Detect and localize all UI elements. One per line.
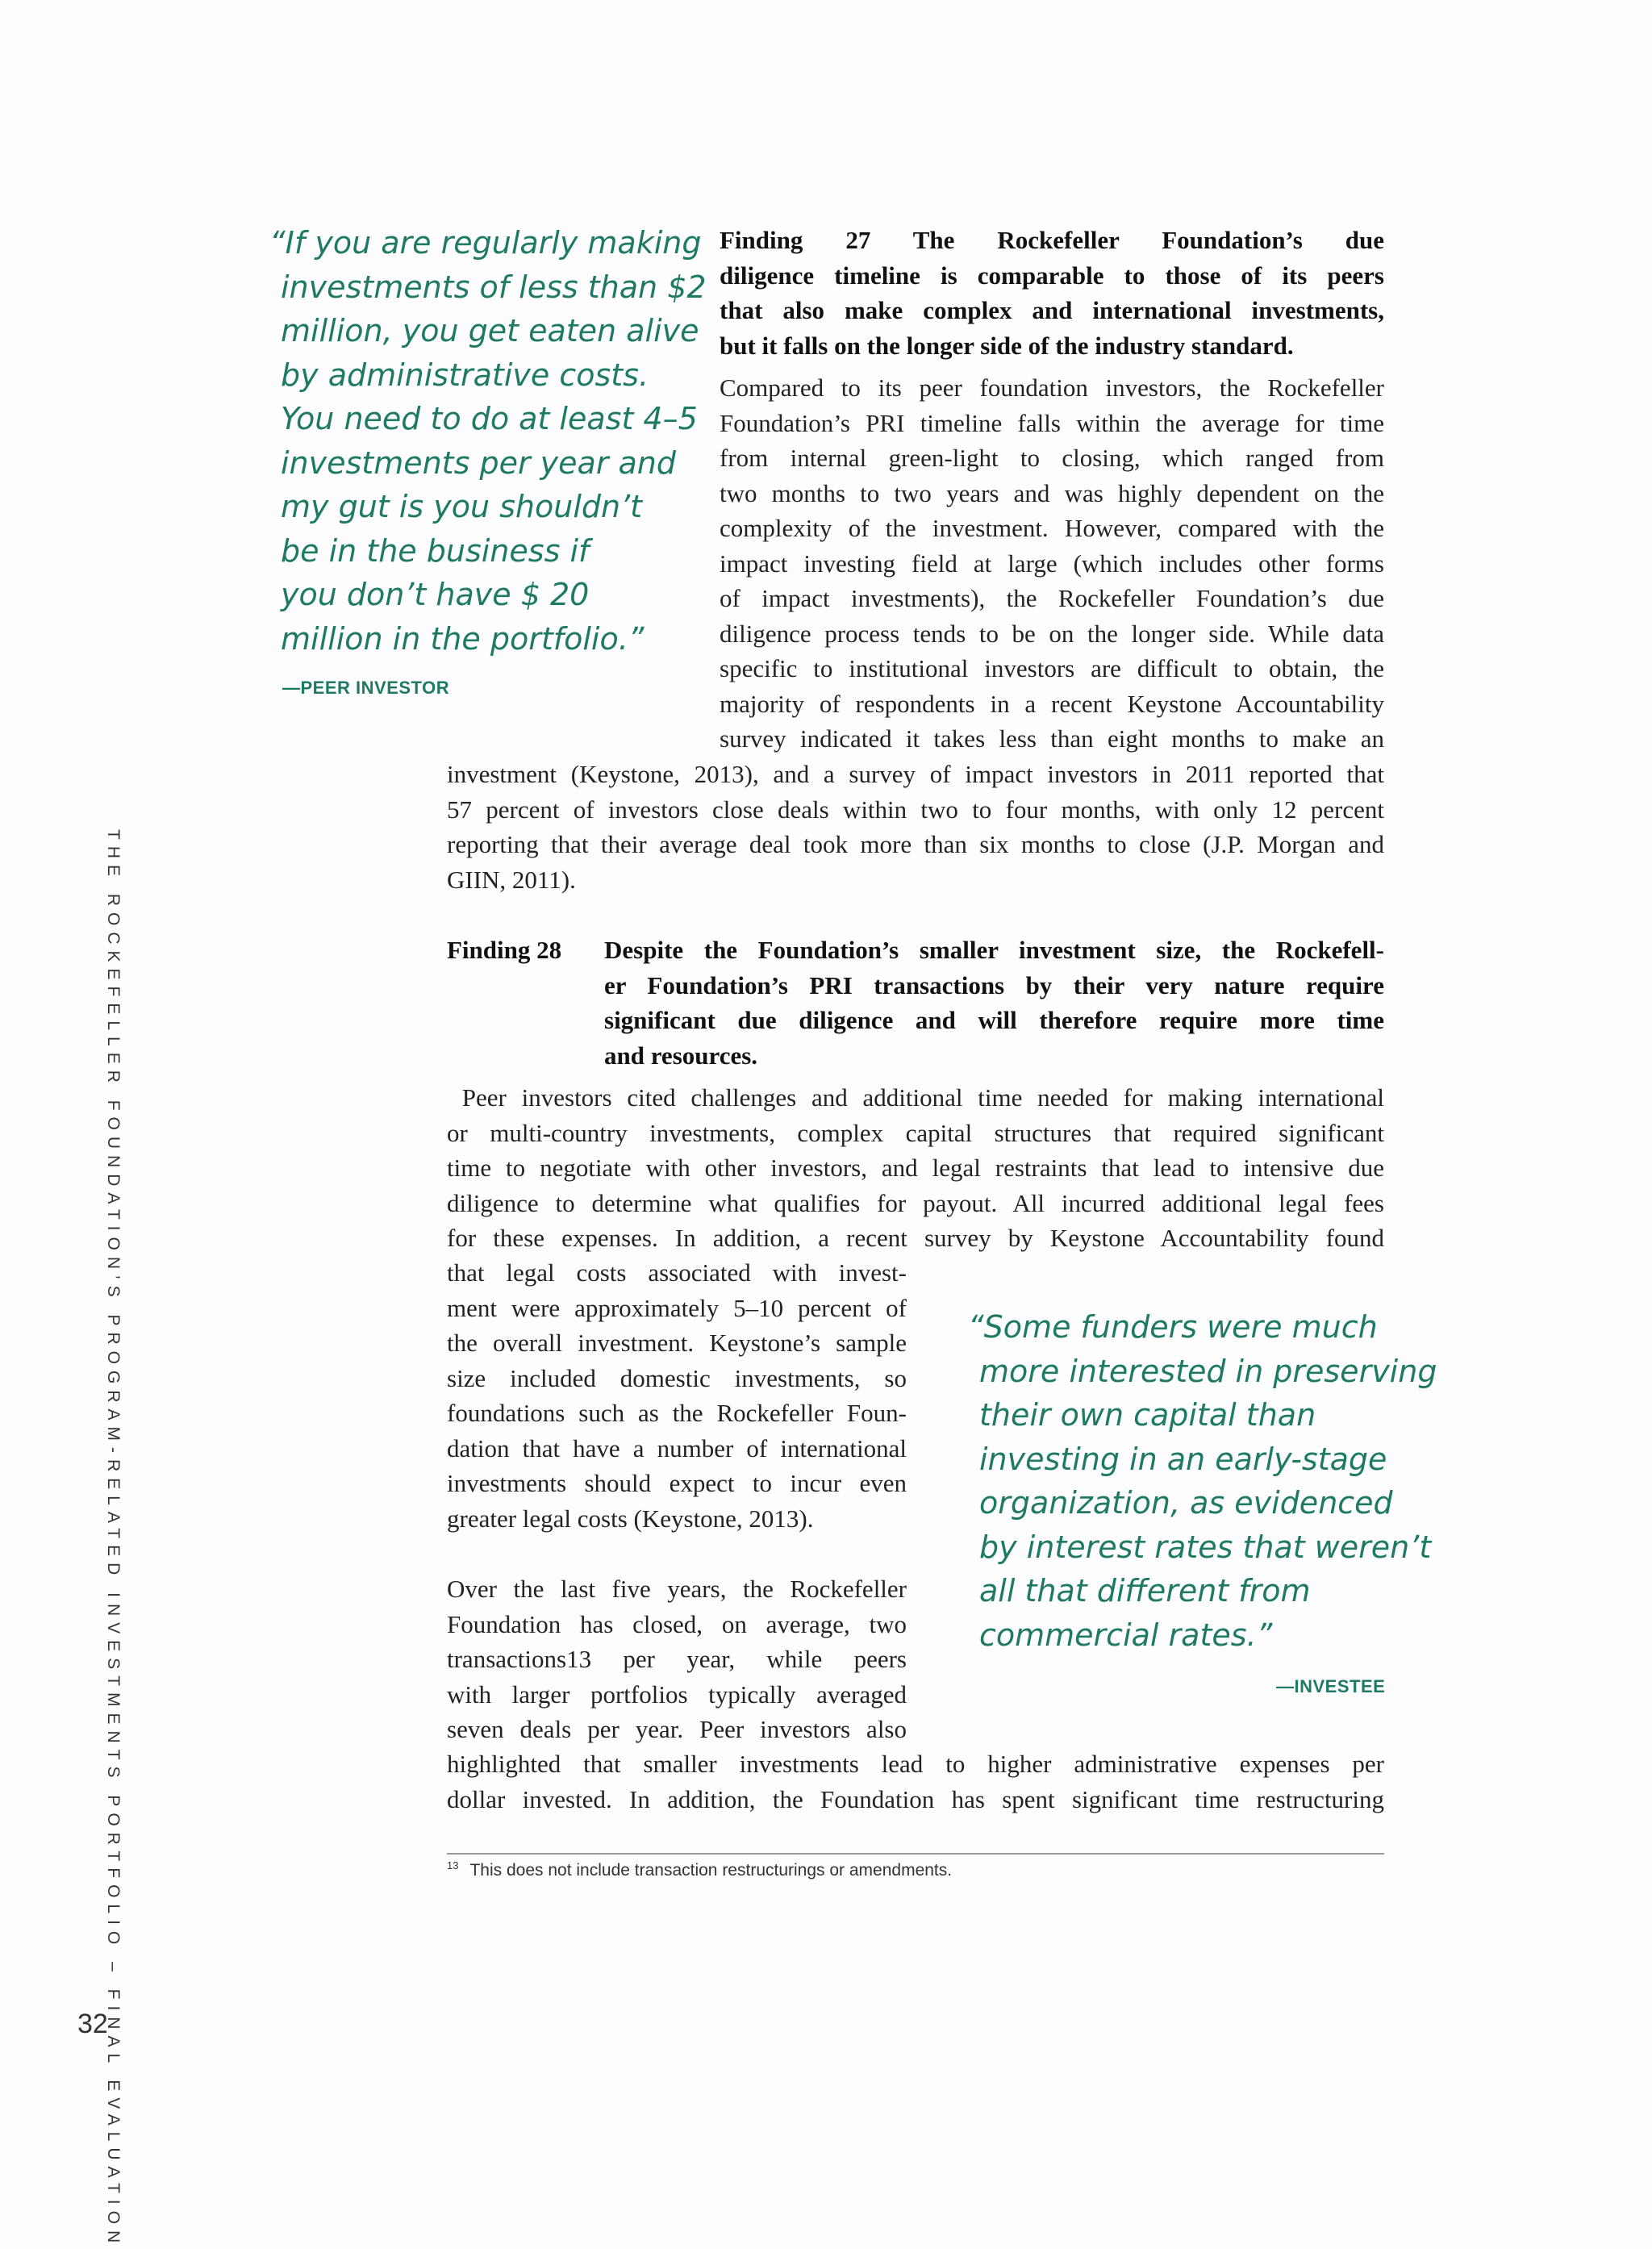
quote-line: investing in an early-stage <box>979 1441 1387 1477</box>
pull-quote-investee <box>968 1305 1437 1657</box>
page-number: 32 <box>77 2009 108 2039</box>
footnote <box>447 1859 952 1880</box>
finding-28-body-wide <box>447 1080 1384 1256</box>
body-line: transactions13 per year, while peers <box>447 1645 907 1673</box>
body-line: greater legal costs (Keystone, 2013). <box>447 1504 814 1533</box>
finding-28-body-narrow-1 <box>447 1255 907 1536</box>
quote-line: You need to do at least 4–5 <box>281 401 698 436</box>
body-line: investments should expect to incur even <box>447 1469 907 1497</box>
quote-line: by administrative costs. <box>281 357 649 393</box>
quote-line: investments per year and <box>281 444 677 481</box>
heading-line: diligence timeline is comparable to those of its peers <box>720 261 1384 290</box>
body-line: the overall investment. Keystone’s sample <box>447 1329 907 1357</box>
quote-line: their own capital than <box>979 1397 1316 1433</box>
heading-line: Finding 27 The Rockefeller Foundation’s due <box>720 226 1384 254</box>
running-header: THE ROCKEFELLER FOUNDATION’S PROGRAM-RELATED INVESTMENTS PORTFOLIO – FINAL EVALUATION <box>104 829 123 2249</box>
body-line: reporting that their average deal took more than six months to close (J.P. Morgan and <box>447 830 1384 858</box>
quote-line: organization, as evidenced <box>979 1485 1393 1521</box>
quote-line: “Some funders were much <box>968 1309 1378 1345</box>
quote-line: commercial rates.” <box>979 1617 1273 1653</box>
quote-line: “If you are regularly making <box>269 225 702 261</box>
body-line: ment were approximately 5–10 percent of <box>447 1293 907 1322</box>
body-line: Foundation has closed, on average, two <box>447 1609 907 1638</box>
body-line: survey indicated it takes less than eight months to make an <box>720 724 1384 753</box>
body-line: dollar invested. In addition, the Foundation has spent significant time restructuring <box>447 1784 1384 1813</box>
pull-quote-peer-investor <box>269 221 707 661</box>
footnote-number: 13 <box>447 1859 459 1871</box>
quote-attribution: —PEER INVESTOR <box>282 678 450 698</box>
body-line: diligence process tends to be on the longer side. While data <box>720 619 1384 648</box>
quote-attribution: —INVESTEE <box>1276 1676 1386 1696</box>
heading-line: but it falls on the longer side of the industry standard. <box>720 331 1294 360</box>
quote-line: my gut is you shouldn’t <box>281 489 643 524</box>
body-line: foundations such as the Rockefeller Foun- <box>447 1399 907 1427</box>
body-line: specific to institutional investors are difficult to obtain, the <box>720 654 1384 682</box>
body-line: diligence to determine what qualifies for payout. All incurred additional legal fees <box>447 1188 1384 1217</box>
body-line: size included domestic investments, so <box>447 1363 907 1392</box>
heading-line: and resources. <box>604 1041 758 1070</box>
body-line: Foundation’s PRI timeline falls within the average for time <box>720 408 1384 437</box>
body-line: for these expenses. In addition, a recent survey by Keystone Accountability found <box>447 1224 1384 1252</box>
quote-line: you don’t have $ 20 <box>281 577 590 612</box>
body-line: of impact investments), the Rockefeller Foundation’s due <box>720 584 1384 612</box>
finding-28-body-wide-2 <box>447 1746 1384 1817</box>
heading-line: er Foundation’s PRI transactions by their very nature require <box>604 970 1384 999</box>
finding-28-label: Finding 28 <box>447 936 562 964</box>
body-line: Peer investors cited challenges and additional time needed for making international <box>447 1083 1384 1112</box>
quote-line: million, you get eaten alive <box>281 313 699 348</box>
quote-line: by interest rates that weren’t <box>979 1529 1432 1565</box>
body-line: 57 percent of investors close deals within two to four months, with only 12 percent <box>447 795 1384 824</box>
quote-line: all that different from <box>979 1573 1311 1609</box>
heading-line: significant due diligence and will therefore require more time <box>604 1006 1384 1034</box>
body-line: from internal green-light to closing, which ranged from <box>720 444 1384 472</box>
body-line: dation that have a number of international <box>447 1433 907 1462</box>
quote-line: investments of less than $2 <box>281 269 707 305</box>
body-line: with larger portfolios typically averaged <box>447 1679 907 1709</box>
footnote-divider <box>447 1853 1384 1855</box>
body-line: impact investing field at large (which includes other forms <box>720 549 1384 578</box>
finding-28-body-narrow-2 <box>447 1571 907 1747</box>
finding-27-body-wide <box>447 757 1384 897</box>
finding-28-heading <box>604 933 1384 1073</box>
body-line: complexity of the investment. However, compared with the <box>720 514 1384 542</box>
body-line: Compared to its peer foundation investors, the Rockefeller <box>720 373 1384 402</box>
quote-line: be in the business if <box>281 532 590 569</box>
body-line: time to negotiate with other investors, and legal restraints that lead to intensive due <box>447 1154 1384 1182</box>
finding-27-heading <box>720 223 1384 363</box>
body-line: seven deals per year. Peer investors also <box>447 1715 907 1743</box>
quote-line: million in the portfolio.” <box>281 620 645 657</box>
body-line: Over the last five years, the Rockefeller <box>447 1575 907 1603</box>
heading-line: that also make complex and international investments, <box>720 296 1384 324</box>
heading-line: Despite the Foundation’s smaller investment size, the Rockefell- <box>604 936 1384 964</box>
body-line: that legal costs associated with invest- <box>447 1258 907 1287</box>
body-line: GIIN, 2011). <box>447 865 576 894</box>
body-line: investment (Keystone, 2013), and a survey of impact investors in 2011 reported that <box>447 760 1384 788</box>
quote-line: more interested in preserving <box>979 1353 1437 1389</box>
body-line: or multi-country investments, complex capital structures that required significant <box>447 1118 1384 1147</box>
body-line: majority of respondents in a recent Keystone Accountability <box>720 689 1384 718</box>
finding-27-body-narrow <box>720 370 1384 757</box>
footnote-text: This does not include transaction restructurings or amendments. <box>469 1861 953 1880</box>
body-line: two months to two years and was highly dependent on the <box>720 478 1384 507</box>
body-line: highlighted that smaller investments lead to higher administrative expenses per <box>447 1750 1384 1778</box>
